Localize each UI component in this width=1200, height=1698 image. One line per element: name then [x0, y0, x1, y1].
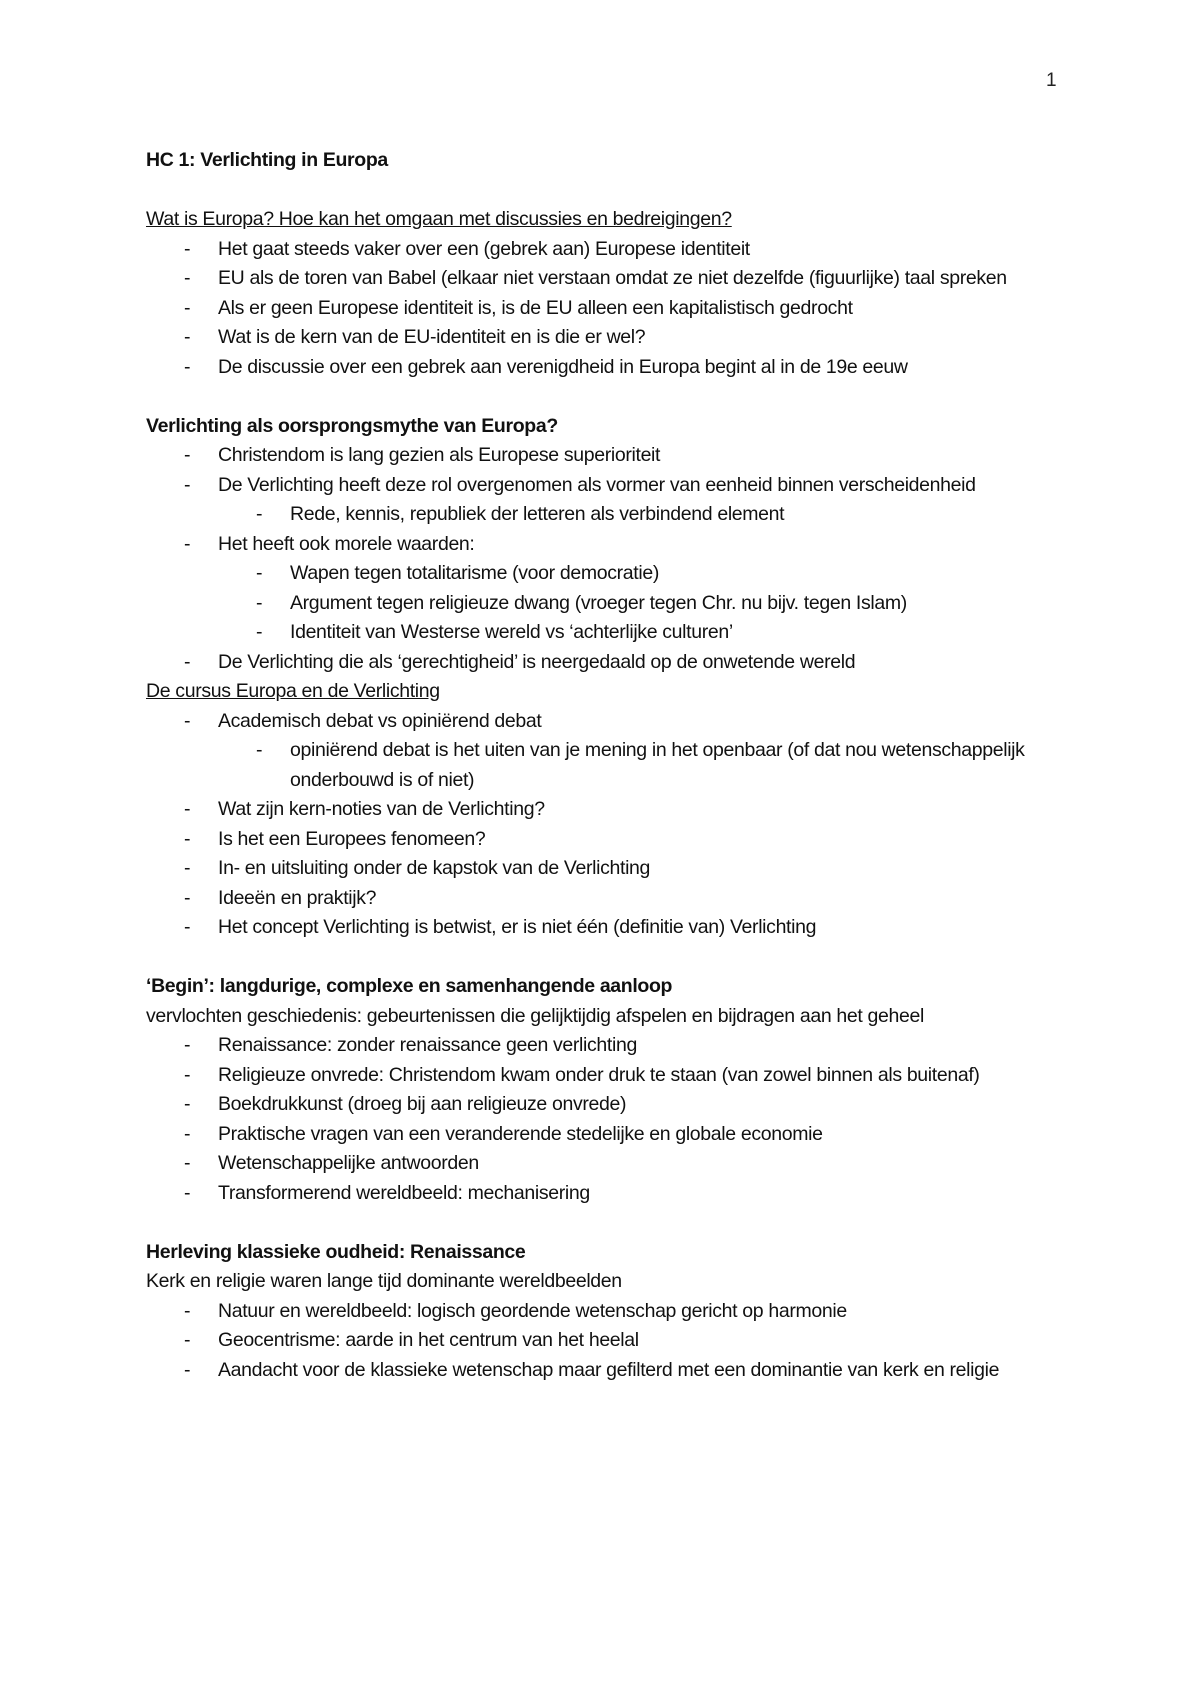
sub-bullet-list — [218, 500, 1066, 530]
sub-list-item: - Rede, kennis, republiek der letteren als verbindend element — [218, 500, 1066, 530]
dash-marker: - — [184, 1122, 191, 1145]
list-item: - Praktische vragen van een veranderende stedelijke en globale economie — [146, 1120, 1066, 1150]
list-item: - De Verlichting die als ‘gerechtigheid’ is neergedaald op de onwetende wereld — [146, 648, 1066, 678]
list-item: - Christendom is lang gezien als Europese superioriteit — [146, 441, 1066, 471]
page-number: 1 — [1046, 70, 1057, 91]
list-item: - Geocentrisme: aarde in het centrum van het heelal — [146, 1326, 1066, 1356]
list-item: - EU als de toren van Babel (elkaar niet verstaan omdat ze niet dezelfde (figuurlijke) taal spreken — [146, 264, 1066, 294]
list-item: - Wat zijn kern-noties van de Verlichting? — [146, 795, 1066, 825]
dash-marker: - — [184, 1329, 191, 1351]
dash-marker: - — [184, 1093, 191, 1115]
section-heading: Herleving klassieke oudheid: Renaissance — [146, 1240, 526, 1263]
dash-marker: - — [184, 237, 191, 260]
document-title: HC 1: Verlichting in Europa — [146, 149, 388, 171]
dash-marker: - — [184, 1299, 191, 1322]
dash-marker: - — [184, 1181, 191, 1204]
dash-marker: - — [184, 827, 191, 850]
list-item: - Het concept Verlichting is betwist, er is niet één (definitie van) Verlichting — [146, 913, 1066, 943]
section-heading: Wat is Europa? Hoe kan het omgaan met discussies en bedreigingen? — [146, 208, 732, 230]
dash-marker: - — [256, 562, 263, 584]
list-item: - Natuur en wereldbeeld: logisch geordende wetenschap gericht op harmonie — [146, 1297, 1066, 1327]
list-item: - Het heeft ook morele waarden: - Wapen tegen totalitarisme (voor democratie) - Argument tegen religieuze dwang (vroeger tegen Chr. nu bijv. tegen Islam) - Identiteit van Westerse wereld vs ‘achterlijke culturen’ — [146, 530, 1066, 648]
section-heading: Verlichting als oorsprongsmythe van Europa? — [146, 414, 558, 437]
list-item: - Academisch debat vs opiniërend debat - opiniërend debat is het uiten van je mening in het openbaar (of dat nou wetenschappelijk onderbouwd is of niet) — [146, 707, 1066, 796]
dash-marker: - — [184, 798, 191, 820]
document-body — [146, 146, 1066, 1415]
bullet-list — [146, 1031, 1066, 1208]
dash-marker: - — [184, 296, 191, 319]
dash-marker: - — [184, 1034, 191, 1056]
section-heading: ‘Begin’: langdurige, complexe en samenhangende aanloop — [146, 975, 673, 997]
dash-marker: - — [184, 355, 191, 378]
dash-marker: - — [184, 267, 191, 289]
dash-marker: - — [256, 621, 263, 643]
dash-marker: - — [184, 916, 191, 938]
list-item: - Als er geen Europese identiteit is, is de EU alleen een kapitalistisch gedrocht — [146, 294, 1066, 324]
sub-bullet-list — [218, 559, 1066, 648]
bullet-list — [146, 1297, 1066, 1386]
dash-marker: - — [184, 1063, 191, 1086]
sub-bullet-list — [218, 736, 1066, 795]
list-item: - De discussie over een gebrek aan verenigdheid in Europa begint al in de 19e eeuw — [146, 353, 1066, 383]
sub-list-item: - Identiteit van Westerse wereld vs ‘achterlijke culturen’ — [218, 618, 1066, 648]
list-item: - Religieuze onvrede: Christendom kwam onder druk te staan (van zowel binnen als buitenaf) — [146, 1061, 1066, 1091]
list-item: - Is het een Europees fenomeen? — [146, 825, 1066, 855]
dash-marker: - — [184, 709, 191, 732]
sub-list-item: - opiniërend debat is het uiten van je mening in het openbaar (of dat nou wetenschappelijk onderbouwd is of niet) — [218, 736, 1066, 795]
dash-marker: - — [184, 473, 191, 496]
section-europa — [146, 205, 1066, 382]
list-item: - Boekdrukkunst (droeg bij aan religieuze onvrede) — [146, 1090, 1066, 1120]
sub-list-item: - Wapen tegen totalitarisme (voor democratie) — [218, 559, 1066, 589]
list-item: - Transformerend wereldbeeld: mechanisering — [146, 1179, 1066, 1209]
sub-list-item: - Argument tegen religieuze dwang (vroeger tegen Chr. nu bijv. tegen Islam) — [218, 589, 1066, 619]
dash-marker: - — [184, 532, 191, 555]
dash-marker: - — [184, 326, 191, 348]
dash-marker: - — [184, 1152, 191, 1174]
section-intro: Kerk en religie waren lange tijd dominante wereldbeelden — [146, 1270, 622, 1292]
list-item: - Renaissance: zonder renaissance geen verlichting — [146, 1031, 1066, 1061]
bullet-list — [146, 235, 1066, 383]
dash-marker: - — [184, 444, 191, 466]
dash-marker: - — [184, 1358, 191, 1381]
dash-marker: - — [184, 650, 191, 673]
list-item: - In- en uitsluiting onder de kapstok van de Verlichting — [146, 854, 1066, 884]
list-item: - Het gaat steeds vaker over een (gebrek aan) Europese identiteit — [146, 235, 1066, 265]
dash-marker: - — [256, 739, 263, 761]
section-intro: vervlochten geschiedenis: gebeurtenissen die gelijktijdig afspelen en bijdragen aan het geheel — [146, 1004, 924, 1027]
list-item: - Wetenschappelijke antwoorden — [146, 1149, 1066, 1179]
section-begin — [146, 972, 1066, 1208]
dash-marker: - — [184, 886, 191, 909]
section-renaissance — [146, 1238, 1066, 1386]
list-item: - Wat is de kern van de EU-identiteit en is die er wel? — [146, 323, 1066, 353]
list-item: - De Verlichting heeft deze rol overgenomen als vormer van eenheid binnen verscheidenheid - Rede, kennis, republiek der letteren als verbindend element — [146, 471, 1066, 530]
bullet-list — [146, 707, 1066, 943]
dash-marker: - — [256, 591, 263, 614]
section-cursus — [146, 677, 1066, 943]
dash-marker: - — [256, 503, 263, 525]
section-oorsprongsmythe — [146, 412, 1066, 678]
section-heading: De cursus Europa en de Verlichting — [146, 680, 440, 702]
bullet-list — [146, 441, 1066, 677]
list-item: - Ideeën en praktijk? — [146, 884, 1066, 914]
list-item: - Aandacht voor de klassieke wetenschap maar gefilterd met een dominantie van kerk en religie — [146, 1356, 1066, 1386]
dash-marker: - — [184, 857, 191, 879]
